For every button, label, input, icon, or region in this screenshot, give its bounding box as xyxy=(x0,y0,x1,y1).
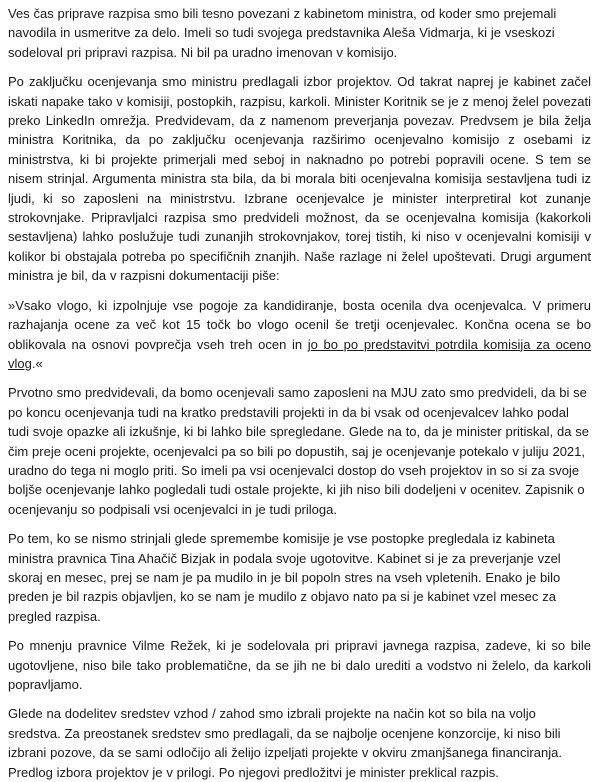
paragraph-pravnica-vilma-rezek: Po mnenju pravnice Vilme Režek, ki je sodelovala pri pripravi javnega razpisa, zadeve, ki so bile ugotovljene, niso bile tako problematične, da se jih ne bi dalo urediti a vodstvo ni želelo, da karkoli popravljamo. xyxy=(8,638,591,692)
paragraph-pravnica-tina-ahacic-bizjak: Po tem, ko se nismo strinjali glede spremembe komisije je vse postopke pregledala iz kabineta ministra pravnica Tina Ahačič Bizjak in podala svoje ugotovitve. Kabinet si je za preverjanje vzel skoraj en mesec, prej se nam je pa mudilo in je bil popoln stres na vseh vpletenih. Enako je bilo preden je bil razpis objavljen, ko se nam je mudilo z objavo nato pa si je kabinet vzel mesec za pregled razpisa. xyxy=(8,531,561,624)
paragraph-intro-kabinet: Ves čas priprave razpisa smo bili tesno povezani z kabinetom ministra, od koder smo prejemali navodila in usmeritve za delo. Imeli so tudi svojega predstavnika Aleša Vidmarja, ki je vseskozi sodeloval pri pripravi razpisa. Ni bil pa uradno imenovan v komisijo. xyxy=(8,6,557,60)
paragraph-quote-razpisna-dokumentacija xyxy=(8,296,591,374)
paragraph-dodelitev-sredstev: Glede na dodelitev sredstev vzhod / zahod smo izbrali projekte na način kot so bila na voljo sredstva. Za preostanek sredstev smo predlagali, da se najbolje ocenjene konzorcije, ki niso bili izbrani pozove, da se sami odločijo ali želijo izpeljati projekte v okviru zmanjšanega financiranja. Predlog izbora projektov je v prilogi. Po njegovi predložitvi je minister preklical razpis. xyxy=(8,706,562,780)
quote-underlined-text: jo bo po predstavitvi potrdila komisija za oceno vlog xyxy=(8,336,591,371)
paragraph-prvotno-predvidevanje: Prvotno smo predvidevali, da bomo ocenjevali samo zaposleni na MJU zato smo predvideli, da bi se po koncu ocenjevanja tudi na kratko predstavili projekti in da bi vsak od ocenjevalcev lahko podal tudi svoje opazke ali izkušnje, ki bi lahko bile spregledane. Glede na to, da je minister pritiskal, da se čim preje oceni projekte, ocenjevalci pa so bili po dopustih, saj je ocenjevanje potekalo v juliju 2021, uradno do tega ni moglo priti. So imeli pa vsi ocenjevalci dostop do vseh projektov in so si za svoje boljše ocenjevanje lahko pogledali tudi ostale projekte, ki jih niso bili dodeljeni v ocenitev. Zapisnik o ocenjevanju so podpisali vsi ocenjevalci in je tudi priloga. xyxy=(8,385,589,517)
quote-text-after-underline: .« xyxy=(31,355,43,371)
quote-text-before-underline: »Vsako vlogo, ki izpolnjuje vse pogoje za kandidiranje, bosta ocenila dva ocenjevalca. V primeru razhajanja ocene za več kot 15 točk bo vlogo ocenil še tretji ocenjevalec. Končna ocena se bo oblikovala na osnovi povprečja vseh treh ocen in xyxy=(8,297,591,352)
paragraph-po-zakljucku-ocenjevanja: Po zaključku ocenjevanja smo ministru predlagali izbor projektov. Od takrat naprej je kabinet začel iskati napake tako v komisiji, postopkih, razpisu, karkoli. Minister Koritnik se je z menoj želel povezati preko LinkedIn omrežja. Predvidevam, da z namenom preverjanja povezav. Predvsem je bila želja ministra Koritnika, da po zaključku ocenjevanja razširimo ocenjevalno komisijo z osebami iz ministrstva, ki bi projekte primerjali med seboj in naknadno po potrebi popravili ocene. S tem se nisem strinjal. Argumenta ministra sta bila, da bi morala biti ocenjevalna komisija sestavljena tudi iz ljudi, ki so zaposleni na ministrstvu. Izbrane ocenjevalce je minister interpretiral kot zunanje strokovnjake. Pripravljalci razpisa smo predvideli možnost, da se ocenjevalna komisija (kakorkoli sestavljena) lahko poslužuje tudi zunanjih strokovnjakov, torej tistih, ki niso v ocenjevalni komisiji v kolikor bi obstajala potreba po specifičnih znanjih. Naše razlage ni želel upoštevati. Drugi argument ministra je bil, da v razpisni dokumentaciji piše: xyxy=(8,74,591,284)
